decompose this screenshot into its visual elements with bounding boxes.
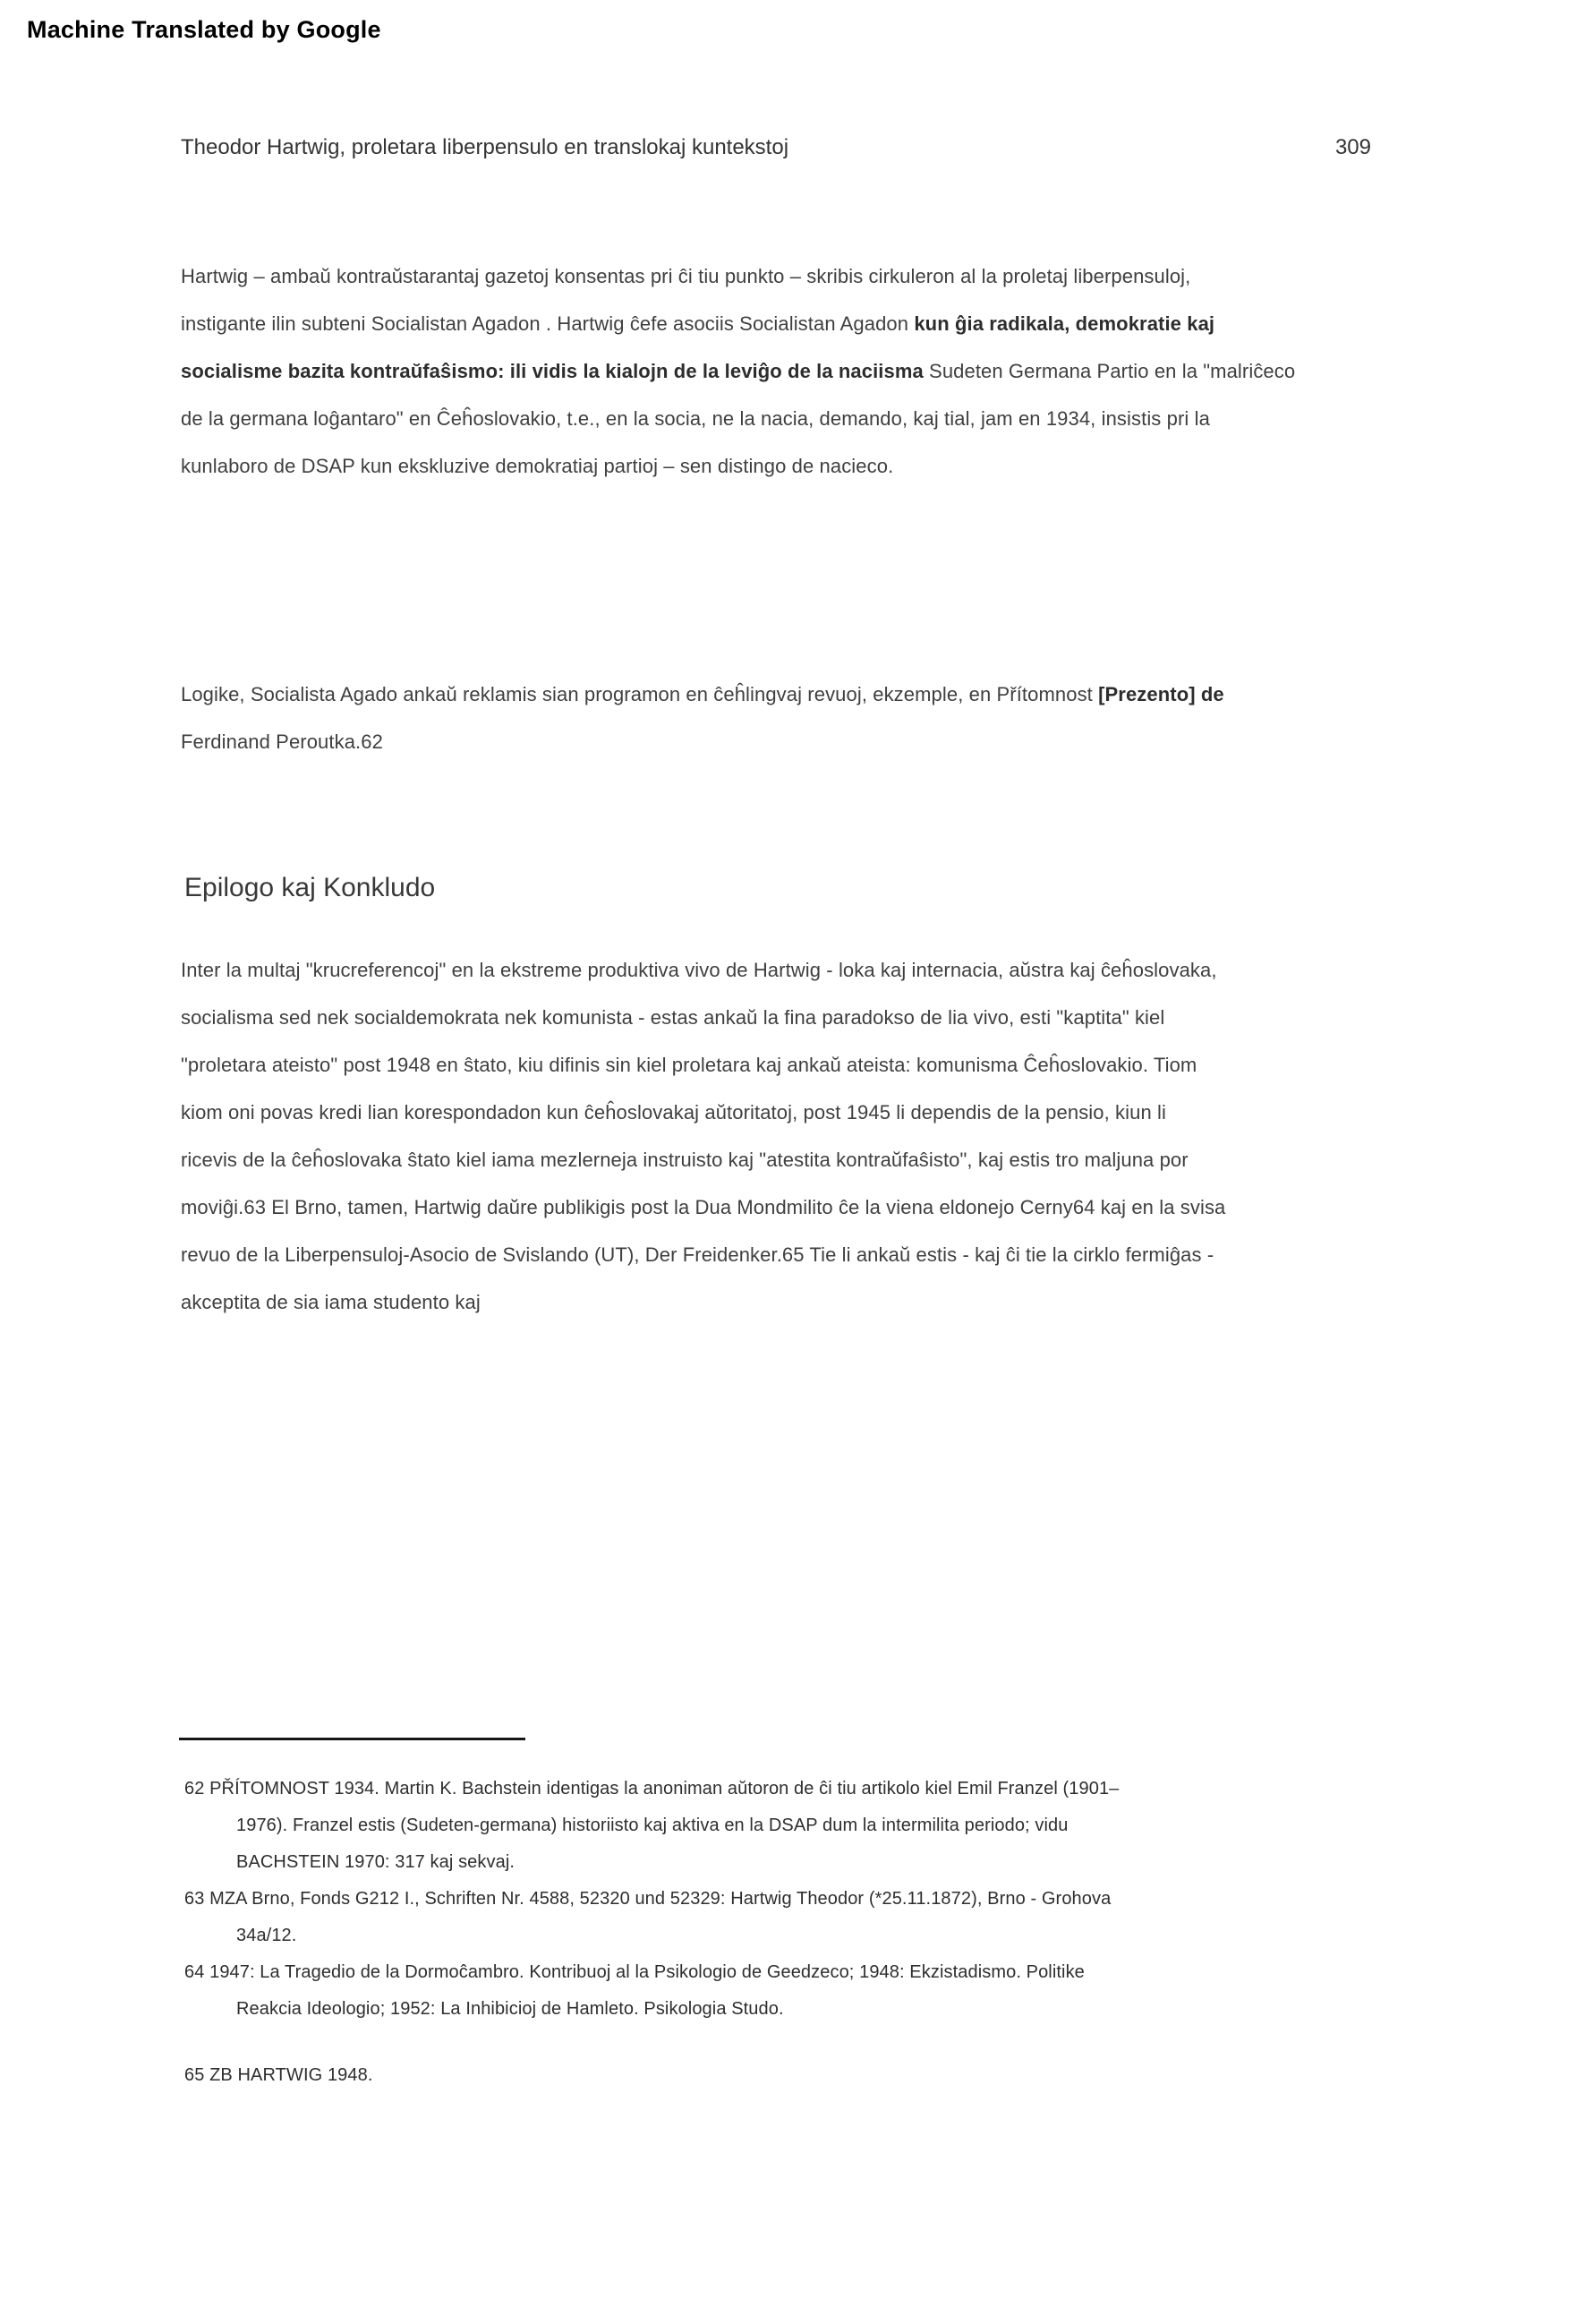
text-line: BACHSTEIN 1970: 317 kaj sekvaj. — [236, 1852, 516, 1872]
text-line: de la germana loĝantaro" en Ĉeĥoslovakio, t.e., en la socia, ne la nacia, demando, kaj tial, jam en 1934, insistis pri la — [181, 407, 1210, 430]
text-line: Logike, Socialista Agado ankaŭ reklamis sian programon en ĉeĥlingvaj revuoj, ekzemple, en Přítomnost [Prezento] de — [181, 683, 1224, 705]
text-line: kiom oni povas kredi lian korespondadon kun ĉeĥoslovakaj aŭtoritatoj, post 1945 li dependis de la pensio, kiun li — [181, 1101, 1166, 1124]
text-line: kunlaboro de DSAP kun ekskluzive demokratiaj partioj – sen distingo de nacieco. — [181, 455, 894, 477]
text-line: socialisma sed nek socialdemokrata nek komunista - estas ankaŭ la fina paradokso de lia vivo, esti "kaptita" kiel — [181, 1006, 1165, 1029]
footnote-separator — [179, 1738, 525, 1740]
text-line: Ferdinand Peroutka.62 — [181, 731, 383, 753]
text-line: Reakcia Ideologio; 1952: La Inhibicioj de Hamleto. Psikologia Studo. — [236, 1999, 784, 2019]
section-heading-epilogue: Epilogo kaj Konkludo — [184, 873, 436, 902]
text-line: 1976). Franzel estis (Sudeten-germana) historiisto kaj aktiva en la DSAP dum la intermilita periodo; vidu — [236, 1816, 1069, 1835]
text-line: 62 PŘÍTOMNOST 1934. Martin K. Bachstein identigas la anoniman aŭtoron de ĉi tiu artikolo kiel Emil Franzel (1901– — [184, 1779, 1120, 1799]
title-row — [181, 134, 1371, 161]
text-line: akceptita de sia iama studento kaj — [181, 1291, 481, 1313]
paragraph-hartwig-circular — [181, 252, 1402, 490]
text-line: 34a/12. — [236, 1926, 297, 1945]
text-line: moviĝi.63 El Brno, tamen, Hartwig daŭre publikigis post la Dua Mondmilito ĉe la viena eldonejo Cerny64 kaj en la svisa — [181, 1196, 1226, 1218]
text-line: 65 ZB HARTWIG 1948. — [184, 2065, 373, 2085]
machine-translated-banner: Machine Translated by Google — [27, 16, 381, 43]
page-number: 309 — [1334, 135, 1371, 159]
text-line: Inter la multaj "krucreferencoj" en la ekstreme produktiva vivo de Hartwig - loka kaj internacia, aŭstra kaj ĉeĥoslovaka, — [181, 959, 1217, 981]
text-line: 64 1947: La Tragedio de la Dormoĉambro. Kontribuoj al la Psikologio de Geedzeco; 1948: Ekzistadismo. Politike — [184, 1962, 1085, 1982]
paragraph-epilogue-body — [181, 946, 1402, 1326]
text-line: 63 MZA Brno, Fonds G212 I., Schriften Nr. 4588, 52320 und 52329: Hartwig Theodor (*25.11.1872), Brno - Grohova — [184, 1889, 1112, 1909]
footnotes-block — [184, 1771, 1419, 2094]
text-line: instigante ilin subteni Socialistan Agadon . Hartwig ĉefe asociis Socialistan Agadon kun ĝia radikala, demokratie kaj — [181, 312, 1215, 335]
page-title: Theodor Hartwig, proletara liberpensulo en translokaj kuntekstoj — [181, 135, 789, 159]
paragraph-socialista-agado — [181, 671, 1402, 765]
text-line: socialisme bazita kontraŭfaŝismo: ili vidis la kialojn de la leviĝo de la naciisma Sudeten Germana Partio en la "malriĉeco — [181, 360, 1296, 382]
text-line: ricevis de la ĉeĥoslovaka ŝtato kiel iama mezlerneja instruisto kaj "atestita kontraŭfaŝisto", kaj estis tro maljuna por — [181, 1149, 1189, 1171]
text-line: Hartwig – ambaŭ kontraŭstarantaj gazetoj konsentas pri ĉi tiu punkto – skribis cirkuleron al la proletaj liberpensuloj, — [181, 265, 1191, 287]
text-line: revuo de la Liberpensuloj-Asocio de Svislando (UT), Der Freidenker.65 Tie li ankaŭ estis - kaj ĉi tie la cirklo fermiĝas - — [181, 1243, 1214, 1266]
text-line: "proletara ateisto" post 1948 en ŝtato, kiu difinis sin kiel proletara kaj ankaŭ ateista: komunisma Ĉeĥoslovakio. Tiom — [181, 1054, 1197, 1076]
